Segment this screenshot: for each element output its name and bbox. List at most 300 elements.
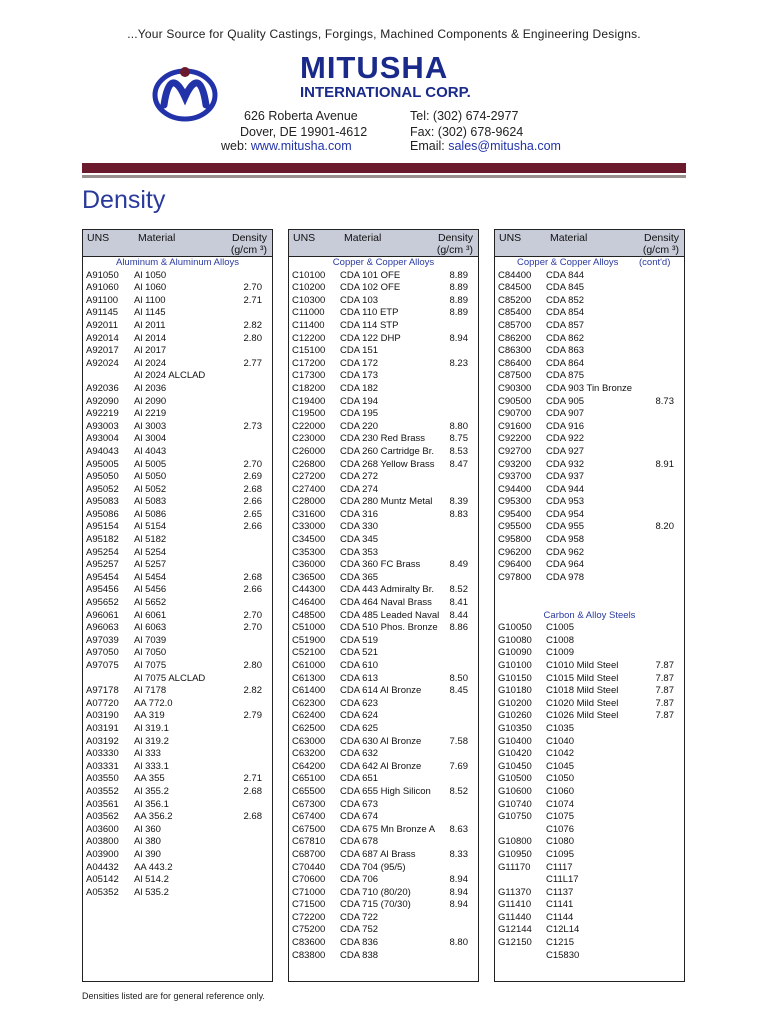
uns-cell: A96061 bbox=[86, 609, 119, 621]
uns-cell: G12144 bbox=[498, 924, 532, 936]
material-cell: C1040 bbox=[546, 735, 574, 747]
web-link[interactable]: www.mitusha.com bbox=[250, 139, 352, 153]
uns-cell: A07720 bbox=[86, 697, 119, 709]
table-row bbox=[83, 396, 272, 409]
material-cell: CDA 978 bbox=[546, 571, 585, 583]
header-density-unit: (g/cm ³) bbox=[230, 244, 267, 256]
material-cell: CDA 102 OFE bbox=[340, 282, 401, 294]
uns-cell: C11000 bbox=[292, 307, 325, 319]
address-line-2: Dover, DE 19901-4612 bbox=[240, 125, 368, 139]
density-cell: 7.87 bbox=[655, 660, 674, 671]
table-row bbox=[83, 698, 272, 711]
uns-cell: G10090 bbox=[498, 647, 532, 659]
table-row bbox=[495, 635, 684, 648]
material-cell: CDA 704 (95/5) bbox=[340, 861, 406, 873]
material-cell: C1015 Mild Steel bbox=[546, 672, 619, 684]
material-cell: C1137 bbox=[546, 886, 574, 898]
table-row bbox=[289, 320, 478, 333]
uns-cell: C36500 bbox=[292, 571, 326, 583]
material-cell: CDA 838 bbox=[340, 949, 379, 961]
table-row bbox=[495, 748, 684, 761]
section-spacer bbox=[495, 584, 684, 597]
material-cell: CDA 845 bbox=[546, 282, 585, 294]
table-row bbox=[83, 660, 272, 673]
density-cell: 2.73 bbox=[243, 420, 262, 432]
table-row bbox=[495, 459, 684, 472]
header-uns: UNS bbox=[499, 232, 522, 244]
table-row bbox=[289, 647, 478, 660]
uns-cell: C67300 bbox=[292, 798, 326, 810]
company-logo bbox=[150, 63, 220, 123]
uns-cell: A03561 bbox=[86, 798, 119, 810]
density-cell: 2.82 bbox=[243, 319, 262, 331]
density-cell: 2.65 bbox=[243, 508, 262, 520]
uns-cell: A92090 bbox=[86, 395, 119, 407]
material-cell: CDA 172 bbox=[340, 357, 379, 369]
uns-cell: C86300 bbox=[498, 345, 532, 357]
density-cell: 8.52 bbox=[449, 785, 468, 797]
section-title bbox=[289, 257, 478, 270]
material-cell: Al 7075 ALCLAD bbox=[134, 672, 206, 684]
uns-cell: C65500 bbox=[292, 785, 326, 797]
material-cell: CDA 613 bbox=[340, 672, 379, 684]
table-row bbox=[289, 597, 478, 610]
table-row bbox=[495, 723, 684, 736]
uns-cell: C35300 bbox=[292, 546, 326, 558]
density-cell: 2.68 bbox=[243, 571, 262, 583]
density-cell: 8.73 bbox=[655, 395, 674, 407]
material-cell: CDA 937 bbox=[546, 471, 585, 483]
brand-subtitle: INTERNATIONAL CORP. bbox=[300, 84, 471, 101]
tel-line: Tel: (302) 674-2977 bbox=[410, 109, 519, 123]
address-line-1: 626 Roberta Avenue bbox=[244, 109, 358, 123]
uns-cell: C18200 bbox=[292, 382, 326, 394]
uns-cell: C22000 bbox=[292, 420, 326, 432]
material-cell: Al 3003 bbox=[134, 420, 167, 432]
material-cell: CDA 944 bbox=[546, 483, 585, 495]
table-row bbox=[289, 559, 478, 572]
uns-cell: A95086 bbox=[86, 508, 119, 520]
material-cell: C1008 bbox=[546, 634, 574, 646]
table-row bbox=[83, 887, 272, 900]
material-cell: Al 7039 bbox=[134, 634, 167, 646]
uns-cell: A91100 bbox=[86, 294, 119, 306]
material-cell: CDA 510 Phos. Bronze bbox=[340, 622, 438, 634]
table-row bbox=[83, 496, 272, 509]
table-row bbox=[83, 836, 272, 849]
table-row bbox=[83, 597, 272, 610]
uns-cell: C97800 bbox=[498, 571, 532, 583]
density-cell: 2.79 bbox=[243, 710, 262, 722]
table-row bbox=[495, 862, 684, 875]
table-row bbox=[495, 660, 684, 673]
material-cell: C1045 bbox=[546, 760, 574, 772]
table-row bbox=[495, 559, 684, 572]
uns-cell: G10420 bbox=[498, 748, 532, 760]
table-row bbox=[83, 358, 272, 371]
material-cell: CDA 443 Admiralty Br. bbox=[340, 584, 434, 596]
material-cell: C1005 bbox=[546, 622, 574, 634]
material-cell: Al 1100 bbox=[134, 294, 166, 306]
table-row bbox=[495, 849, 684, 862]
uns-cell: C85700 bbox=[498, 319, 532, 331]
uns-cell: A95182 bbox=[86, 534, 119, 546]
material-cell: C1095 bbox=[546, 848, 574, 860]
table-row bbox=[83, 673, 272, 686]
material-cell: CDA 330 bbox=[340, 521, 379, 533]
material-cell: Al 390 bbox=[134, 848, 161, 860]
uns-cell: C34500 bbox=[292, 534, 326, 546]
uns-cell: C95400 bbox=[498, 508, 532, 520]
uns-cell: C92700 bbox=[498, 445, 532, 457]
table-row bbox=[495, 899, 684, 912]
material-cell: Al 2024 ALCLAD bbox=[134, 370, 206, 382]
material-cell: CDA 655 High Silicon bbox=[340, 785, 431, 797]
uns-cell: A97178 bbox=[86, 685, 119, 697]
table-row bbox=[289, 534, 478, 547]
uns-cell: C86200 bbox=[498, 332, 532, 344]
material-cell: Al 2017 bbox=[134, 345, 167, 357]
material-cell: CDA 752 bbox=[340, 924, 379, 936]
table-header bbox=[83, 230, 272, 257]
table-row bbox=[495, 824, 684, 837]
table-row bbox=[495, 433, 684, 446]
material-cell: Al 2219 bbox=[134, 408, 167, 420]
material-cell: Al 1145 bbox=[134, 307, 166, 319]
table-row bbox=[83, 849, 272, 862]
uns-cell: A03192 bbox=[86, 735, 119, 747]
density-cell: 8.89 bbox=[449, 282, 468, 294]
section-title-text: Carbon & Alloy Steels bbox=[543, 609, 636, 621]
material-cell: CDA 624 bbox=[340, 710, 379, 722]
table-row bbox=[83, 710, 272, 723]
table-row bbox=[495, 773, 684, 786]
material-cell: CDA 610 bbox=[340, 660, 379, 671]
material-cell: CDA 953 bbox=[546, 496, 585, 508]
density-cell: 8.50 bbox=[449, 672, 468, 684]
material-cell: CDA 674 bbox=[340, 811, 379, 823]
material-cell: CDA 722 bbox=[340, 911, 379, 923]
uns-cell: A03330 bbox=[86, 748, 119, 760]
table-row bbox=[83, 547, 272, 560]
material-cell: C1010 Mild Steel bbox=[546, 660, 619, 671]
table-row bbox=[83, 799, 272, 812]
table-row bbox=[83, 521, 272, 534]
uns-cell: C96400 bbox=[498, 559, 532, 571]
table-row bbox=[495, 924, 684, 937]
table-row bbox=[495, 358, 684, 371]
uns-cell: C83800 bbox=[292, 949, 326, 961]
uns-cell: C95800 bbox=[498, 534, 532, 546]
density-cell: 8.63 bbox=[449, 823, 468, 835]
material-cell: CDA 632 bbox=[340, 748, 379, 760]
uns-cell: C84400 bbox=[498, 269, 532, 281]
material-cell: C1080 bbox=[546, 836, 574, 848]
table-row bbox=[495, 547, 684, 560]
table-row bbox=[289, 698, 478, 711]
web-label: web: bbox=[221, 139, 248, 153]
material-cell: CDA 272 bbox=[340, 471, 379, 483]
uns-cell: C95500 bbox=[498, 521, 532, 533]
density-cell: 8.91 bbox=[655, 458, 674, 470]
uns-cell: G10600 bbox=[498, 785, 532, 797]
uns-cell: G10450 bbox=[498, 760, 532, 772]
material-cell: AA 443.2 bbox=[134, 861, 173, 873]
table-row bbox=[289, 584, 478, 597]
material-cell: CDA 863 bbox=[546, 345, 585, 357]
table-row bbox=[83, 446, 272, 459]
material-cell: CDA 195 bbox=[340, 408, 379, 420]
header-material: Material bbox=[550, 232, 588, 244]
material-cell: CDA 954 bbox=[546, 508, 585, 520]
table-row bbox=[495, 471, 684, 484]
uns-cell: C67500 bbox=[292, 823, 326, 835]
uns-cell: C19400 bbox=[292, 395, 326, 407]
header-divider-thin bbox=[82, 175, 686, 178]
uns-cell: G10150 bbox=[498, 672, 532, 684]
page-title: Density bbox=[82, 186, 166, 214]
uns-cell: C51000 bbox=[292, 622, 326, 634]
table-row bbox=[289, 811, 478, 824]
uns-cell: C10100 bbox=[292, 269, 326, 281]
density-cell: 8.33 bbox=[449, 848, 468, 860]
uns-cell: C62300 bbox=[292, 697, 326, 709]
uns-cell: C28000 bbox=[292, 496, 326, 508]
material-cell: C1018 Mild Steel bbox=[546, 685, 619, 697]
material-cell: CDA 958 bbox=[546, 534, 585, 546]
table-row bbox=[495, 521, 684, 534]
density-cell: 8.75 bbox=[449, 433, 468, 445]
table-row bbox=[289, 610, 478, 623]
material-cell: Al 5254 bbox=[134, 546, 167, 558]
material-cell: C1076 bbox=[546, 823, 574, 835]
uns-cell: C61400 bbox=[292, 685, 326, 697]
material-cell: C1020 Mild Steel bbox=[546, 697, 619, 709]
density-cell: 8.89 bbox=[449, 269, 468, 281]
uns-cell: A03800 bbox=[86, 836, 119, 848]
header-density bbox=[231, 232, 267, 256]
table-row bbox=[495, 698, 684, 711]
table-row bbox=[495, 534, 684, 547]
material-cell: C12L14 bbox=[546, 924, 580, 936]
uns-cell: A97075 bbox=[86, 660, 119, 671]
uns-cell: A96063 bbox=[86, 622, 119, 634]
material-cell: CDA 182 bbox=[340, 382, 379, 394]
table-row bbox=[289, 773, 478, 786]
material-cell: Al 7075 bbox=[134, 660, 167, 671]
header-density-label: Density bbox=[437, 232, 473, 244]
density-cell: 2.77 bbox=[243, 357, 262, 369]
material-cell: Al 5652 bbox=[134, 597, 167, 609]
material-cell: CDA 353 bbox=[340, 546, 379, 558]
table-row bbox=[83, 320, 272, 333]
table-row bbox=[495, 673, 684, 686]
material-cell: C1141 bbox=[546, 899, 574, 911]
density-cell: 8.41 bbox=[449, 597, 468, 609]
table-row bbox=[495, 761, 684, 774]
material-cell: CDA 194 bbox=[340, 395, 379, 407]
table-row bbox=[83, 610, 272, 623]
table-row bbox=[495, 496, 684, 509]
uns-cell: C85400 bbox=[498, 307, 532, 319]
uns-cell: A04432 bbox=[86, 861, 119, 873]
material-cell: CDA 260 Cartridge Br. bbox=[340, 445, 434, 457]
material-cell: CDA 962 bbox=[546, 546, 585, 558]
material-cell: Al 5257 bbox=[134, 559, 167, 571]
material-cell: CDA 114 STP bbox=[340, 319, 399, 331]
material-cell: Al 355.2 bbox=[134, 785, 169, 797]
table-row bbox=[289, 383, 478, 396]
table-row bbox=[83, 824, 272, 837]
table-row bbox=[495, 270, 684, 283]
table-row bbox=[289, 622, 478, 635]
uns-cell: C68700 bbox=[292, 848, 326, 860]
header-uns: UNS bbox=[293, 232, 316, 244]
material-cell: C1074 bbox=[546, 798, 574, 810]
material-cell: CDA 675 Mn Bronze A bbox=[340, 823, 436, 835]
table-row bbox=[289, 421, 478, 434]
table-row bbox=[289, 836, 478, 849]
density-cell: 2.69 bbox=[243, 471, 262, 483]
table-row bbox=[289, 748, 478, 761]
brand-name: MITUSHA bbox=[300, 50, 449, 85]
material-cell: CDA 706 bbox=[340, 874, 379, 886]
table-row bbox=[289, 710, 478, 723]
tagline: ...Your Source for Quality Castings, Forgings, Machined Components & Engineering Designs. bbox=[127, 27, 641, 41]
density-cell: 2.70 bbox=[243, 458, 262, 470]
uns-cell: C33000 bbox=[292, 521, 326, 533]
material-cell: CDA 519 bbox=[340, 634, 379, 646]
uns-cell: C96200 bbox=[498, 546, 532, 558]
material-cell: CDA 927 bbox=[546, 445, 585, 457]
uns-cell: C12200 bbox=[292, 332, 326, 344]
uns-cell: C27200 bbox=[292, 471, 326, 483]
uns-cell: G11170 bbox=[498, 861, 531, 873]
material-cell: CDA 360 FC Brass bbox=[340, 559, 421, 571]
uns-cell: C71000 bbox=[292, 886, 326, 898]
uns-cell: C15100 bbox=[292, 345, 326, 357]
email-label: Email: bbox=[410, 139, 445, 153]
email-link[interactable]: sales@mitusha.com bbox=[448, 139, 561, 153]
uns-cell: C48500 bbox=[292, 609, 326, 621]
material-cell: CDA 630 Al Bronze bbox=[340, 735, 422, 747]
uns-cell: G10200 bbox=[498, 697, 532, 709]
density-cell: 7.87 bbox=[655, 672, 674, 684]
uns-cell: A92014 bbox=[86, 332, 119, 344]
table-row bbox=[83, 534, 272, 547]
table-row bbox=[495, 509, 684, 522]
table-row bbox=[83, 572, 272, 585]
table-row bbox=[289, 295, 478, 308]
table-row bbox=[289, 270, 478, 283]
table-header bbox=[289, 230, 478, 257]
density-cell: 8.89 bbox=[449, 307, 468, 319]
uns-cell: C93700 bbox=[498, 471, 532, 483]
uns-cell: C61000 bbox=[292, 660, 326, 671]
table-row bbox=[289, 685, 478, 698]
uns-cell: C52100 bbox=[292, 647, 326, 659]
uns-cell: C17300 bbox=[292, 370, 326, 382]
uns-cell: C84500 bbox=[498, 282, 532, 294]
density-cell: 2.66 bbox=[243, 584, 262, 596]
material-cell: AA 356.2 bbox=[134, 811, 173, 823]
table-row bbox=[495, 282, 684, 295]
density-cell: 8.86 bbox=[449, 622, 468, 634]
header-material: Material bbox=[138, 232, 176, 244]
table-row bbox=[83, 307, 272, 320]
uns-cell: C62500 bbox=[292, 722, 326, 734]
table-row bbox=[83, 370, 272, 383]
uns-cell: A92036 bbox=[86, 382, 119, 394]
material-cell: Al 1060 bbox=[134, 282, 167, 294]
material-cell: Al 2036 bbox=[134, 382, 167, 394]
material-cell: C1117 bbox=[546, 861, 573, 873]
material-cell: C1060 bbox=[546, 785, 574, 797]
footnote: Densities listed are for general reference only. bbox=[82, 991, 265, 1001]
material-cell: C1050 bbox=[546, 773, 574, 785]
density-cell: 8.53 bbox=[449, 445, 468, 457]
uns-cell: C90700 bbox=[498, 408, 532, 420]
table-row bbox=[495, 307, 684, 320]
material-cell: CDA 103 bbox=[340, 294, 379, 306]
material-cell: Al 7050 bbox=[134, 647, 167, 659]
material-cell: C1075 bbox=[546, 811, 574, 823]
table-row bbox=[83, 622, 272, 635]
material-cell: C1035 bbox=[546, 722, 574, 734]
section-title bbox=[495, 257, 684, 270]
fax-line: Fax: (302) 678-9624 bbox=[410, 125, 524, 139]
uns-cell: A95456 bbox=[86, 584, 119, 596]
material-cell: Al 5182 bbox=[134, 534, 167, 546]
uns-cell: C26000 bbox=[292, 445, 326, 457]
table-row bbox=[83, 383, 272, 396]
density-cell: 8.20 bbox=[655, 521, 674, 533]
uns-cell: A05142 bbox=[86, 874, 119, 886]
table-row bbox=[289, 887, 478, 900]
density-cell: 7.87 bbox=[655, 697, 674, 709]
uns-cell: C86400 bbox=[498, 357, 532, 369]
table-row bbox=[495, 333, 684, 346]
table-row bbox=[83, 811, 272, 824]
table-row bbox=[83, 333, 272, 346]
table-row bbox=[495, 484, 684, 497]
material-cell: Al 4043 bbox=[134, 445, 167, 457]
density-cell: 8.94 bbox=[449, 332, 468, 344]
uns-cell: C51900 bbox=[292, 634, 326, 646]
table-row bbox=[495, 799, 684, 812]
uns-cell: C65100 bbox=[292, 773, 326, 785]
uns-cell: C63000 bbox=[292, 735, 326, 747]
density-cell: 8.49 bbox=[449, 559, 468, 571]
uns-cell: A97050 bbox=[86, 647, 119, 659]
material-cell: CDA 122 DHP bbox=[340, 332, 401, 344]
table-row bbox=[289, 572, 478, 585]
uns-cell: C92200 bbox=[498, 433, 532, 445]
uns-cell: G10180 bbox=[498, 685, 532, 697]
table-header bbox=[495, 230, 684, 257]
uns-cell: C71500 bbox=[292, 899, 326, 911]
table-row bbox=[495, 370, 684, 383]
density-cell: 2.68 bbox=[243, 811, 262, 823]
table-row bbox=[289, 799, 478, 812]
uns-cell: G12150 bbox=[498, 937, 532, 949]
table-row bbox=[495, 320, 684, 333]
material-cell: CDA 862 bbox=[546, 332, 585, 344]
uns-cell: C44300 bbox=[292, 584, 326, 596]
material-cell: CDA 464 Naval Brass bbox=[340, 597, 432, 609]
uns-cell: A91060 bbox=[86, 282, 119, 294]
uns-cell: C23000 bbox=[292, 433, 326, 445]
